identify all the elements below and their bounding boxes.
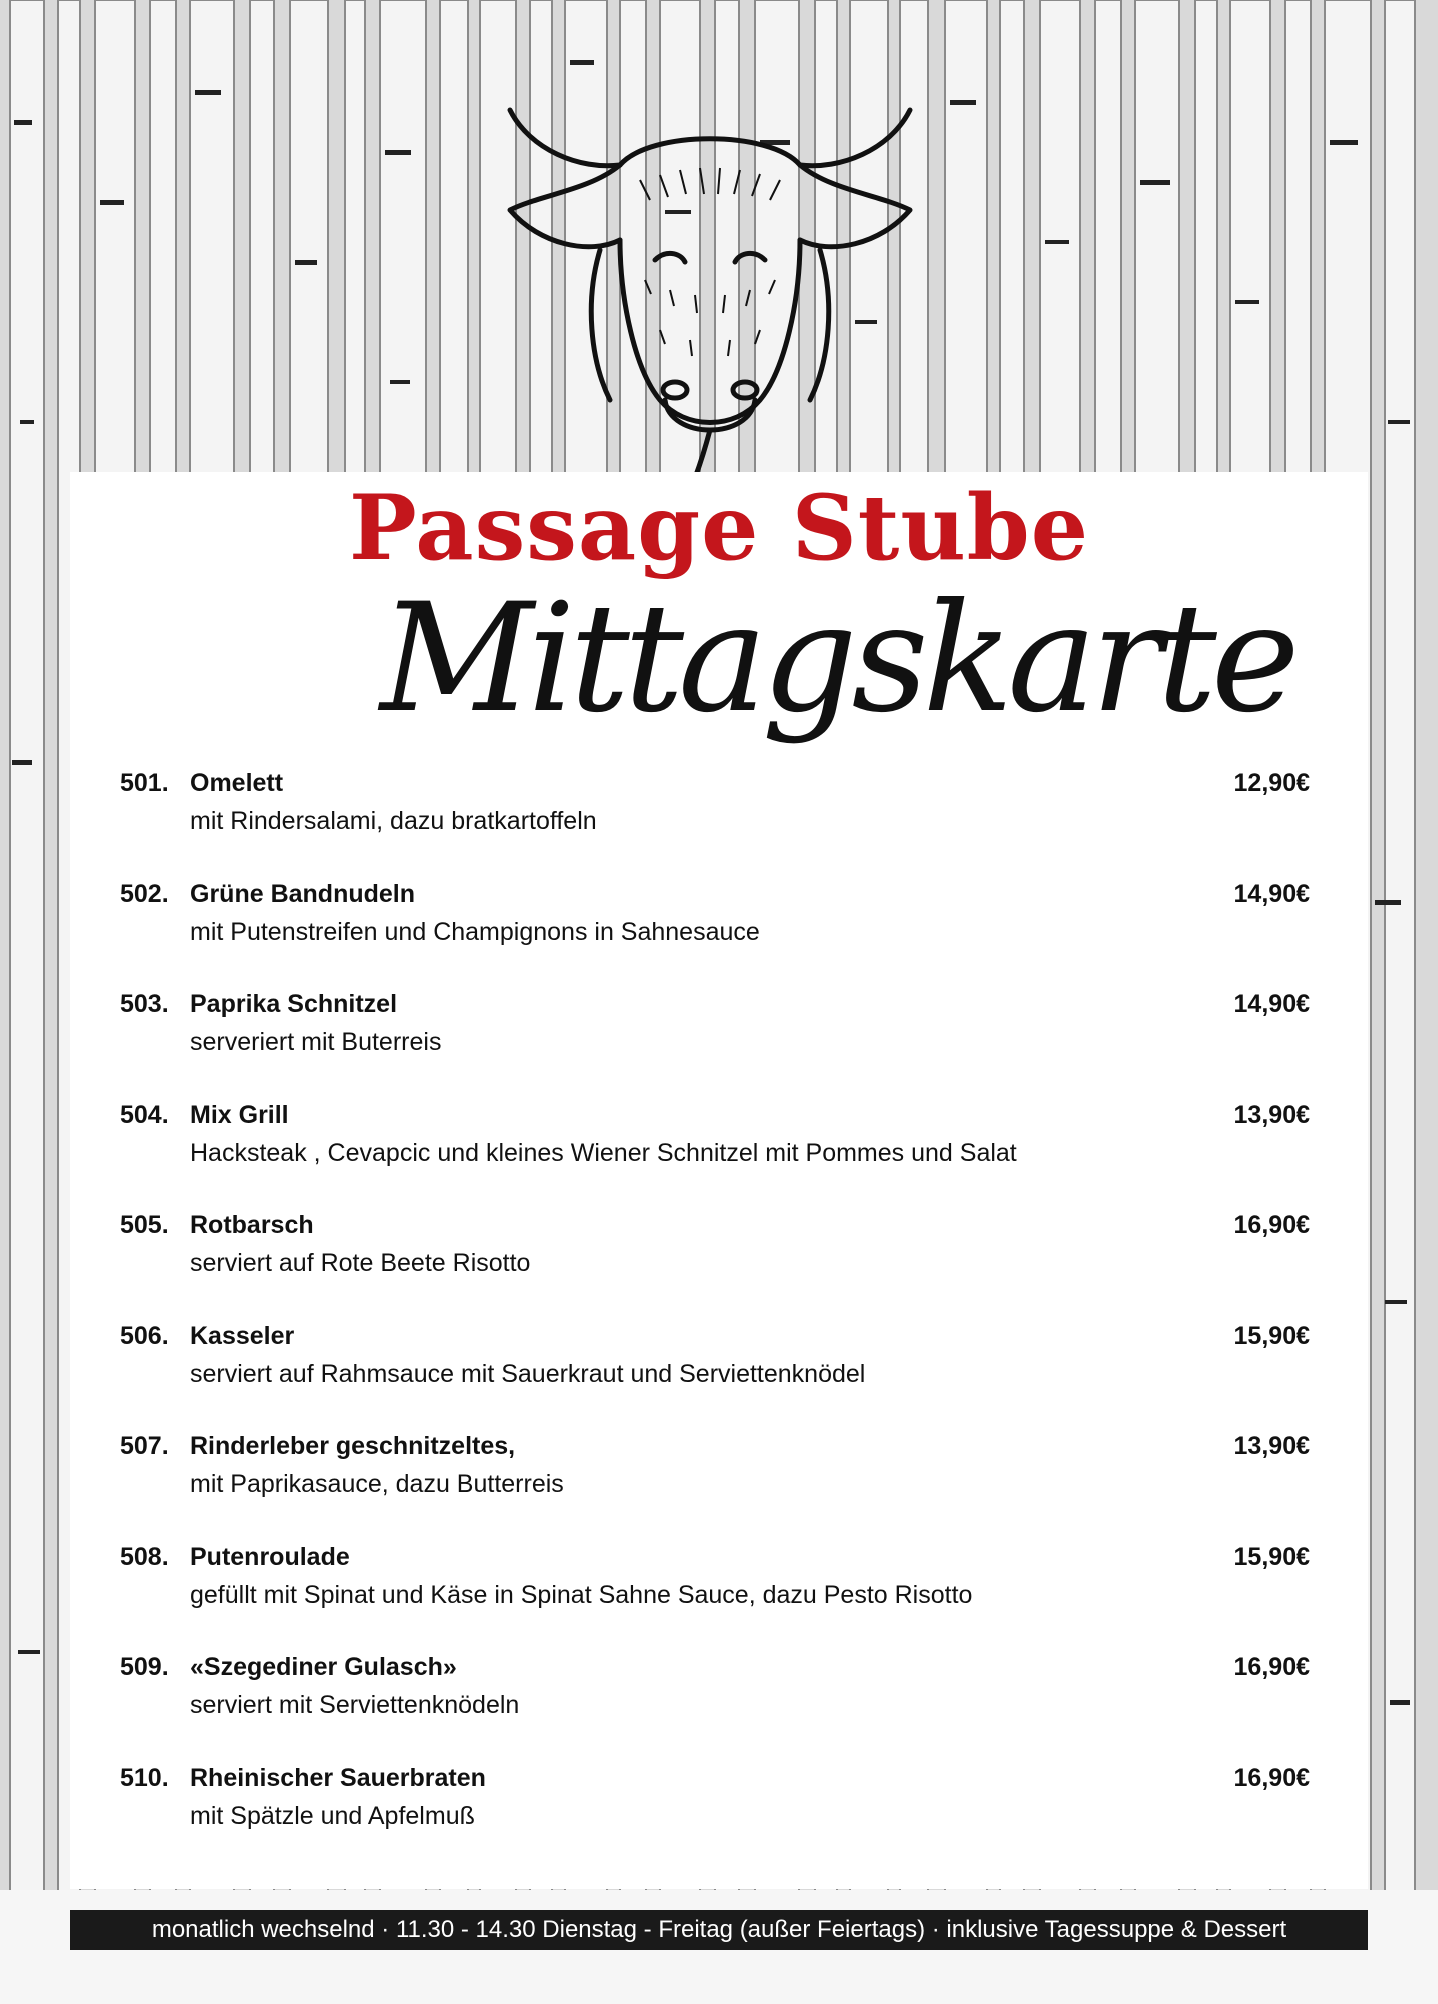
item-price: 16,90€ (1233, 1653, 1310, 1681)
item-description: Hacksteak , Cevapcic und kleines Wiener Schnitzel mit Pommes und Salat (190, 1138, 1017, 1167)
item-name: Rheinischer Sauerbraten (190, 1763, 486, 1792)
item-description: mit Spätzle und Apfelmuß (190, 1801, 475, 1830)
menu-item (120, 986, 1310, 1097)
menu-subtitle: Mittagskarte (380, 572, 1294, 746)
item-description: gefüllt mit Spinat und Käse in Spinat Sahne Sauce, dazu Pesto Risotto (190, 1580, 973, 1609)
item-number: 501. (120, 769, 169, 797)
item-number: 506. (120, 1321, 169, 1350)
item-number: 504. (120, 1100, 169, 1129)
item-description: mit Paprikasauce, dazu Butterreis (190, 1470, 564, 1498)
restaurant-title: Passage Stube (349, 475, 1089, 581)
item-number: 508. (120, 1542, 169, 1571)
item-description: mit Putenstreifen und Champignons in Sahnesauce (190, 917, 760, 946)
item-name: Rotbarsch (190, 1211, 314, 1239)
menu-item (120, 876, 1310, 987)
item-price: 13,90€ (1233, 1100, 1310, 1129)
item-number: 507. (120, 1432, 169, 1460)
item-price: 13,90€ (1233, 1432, 1310, 1460)
item-number: 510. (120, 1763, 169, 1792)
item-price: 16,90€ (1233, 1763, 1310, 1792)
footer-bar: monatlich wechselnd · 11.30 - 14.30 Dienstag - Freitag (außer Feiertags) · inklusive Tagessuppe & Dessert (70, 1910, 1368, 1950)
item-description: mit Rindersalami, dazu bratkartoffeln (190, 807, 597, 835)
item-description: serviert auf Rahmsauce mit Sauerkraut und Serviettenknödel (190, 1359, 866, 1388)
menu-item (120, 1207, 1310, 1318)
item-price: 12,90€ (1233, 769, 1310, 797)
item-description: serveriert mit Buterreis (190, 1028, 442, 1056)
item-number: 502. (120, 879, 169, 908)
item-name: Paprika Schnitzel (190, 990, 398, 1018)
menu-item (120, 1428, 1310, 1539)
cow-head-icon (470, 70, 950, 510)
item-price: 15,90€ (1233, 1321, 1310, 1350)
menu-item (120, 765, 1310, 876)
menu-item (120, 1539, 1310, 1650)
item-price: 15,90€ (1233, 1542, 1310, 1571)
item-description: serviert auf Rote Beete Risotto (190, 1249, 531, 1277)
item-name: Putenroulade (190, 1542, 350, 1571)
item-name: Rinderleber geschnitzeltes, (190, 1432, 516, 1460)
item-number: 503. (120, 990, 169, 1018)
menu-list (120, 765, 1310, 1870)
item-name: Omelett (190, 769, 284, 797)
item-name: Kasseler (190, 1321, 295, 1350)
item-price: 14,90€ (1233, 990, 1310, 1018)
item-price: 14,90€ (1233, 879, 1310, 908)
item-description: serviert mit Serviettenknödeln (190, 1691, 520, 1719)
menu-item (120, 1097, 1310, 1208)
menu-item (120, 1760, 1310, 1871)
item-number: 505. (120, 1211, 169, 1239)
item-price: 16,90€ (1233, 1211, 1310, 1239)
item-number: 509. (120, 1653, 169, 1681)
menu-item (120, 1318, 1310, 1429)
item-name: Mix Grill (190, 1100, 289, 1129)
item-name: Grüne Bandnudeln (190, 879, 415, 908)
menu-item (120, 1649, 1310, 1760)
item-name: «Szegediner Gulasch» (190, 1653, 457, 1681)
menu-subtitle-script (360, 570, 1294, 760)
